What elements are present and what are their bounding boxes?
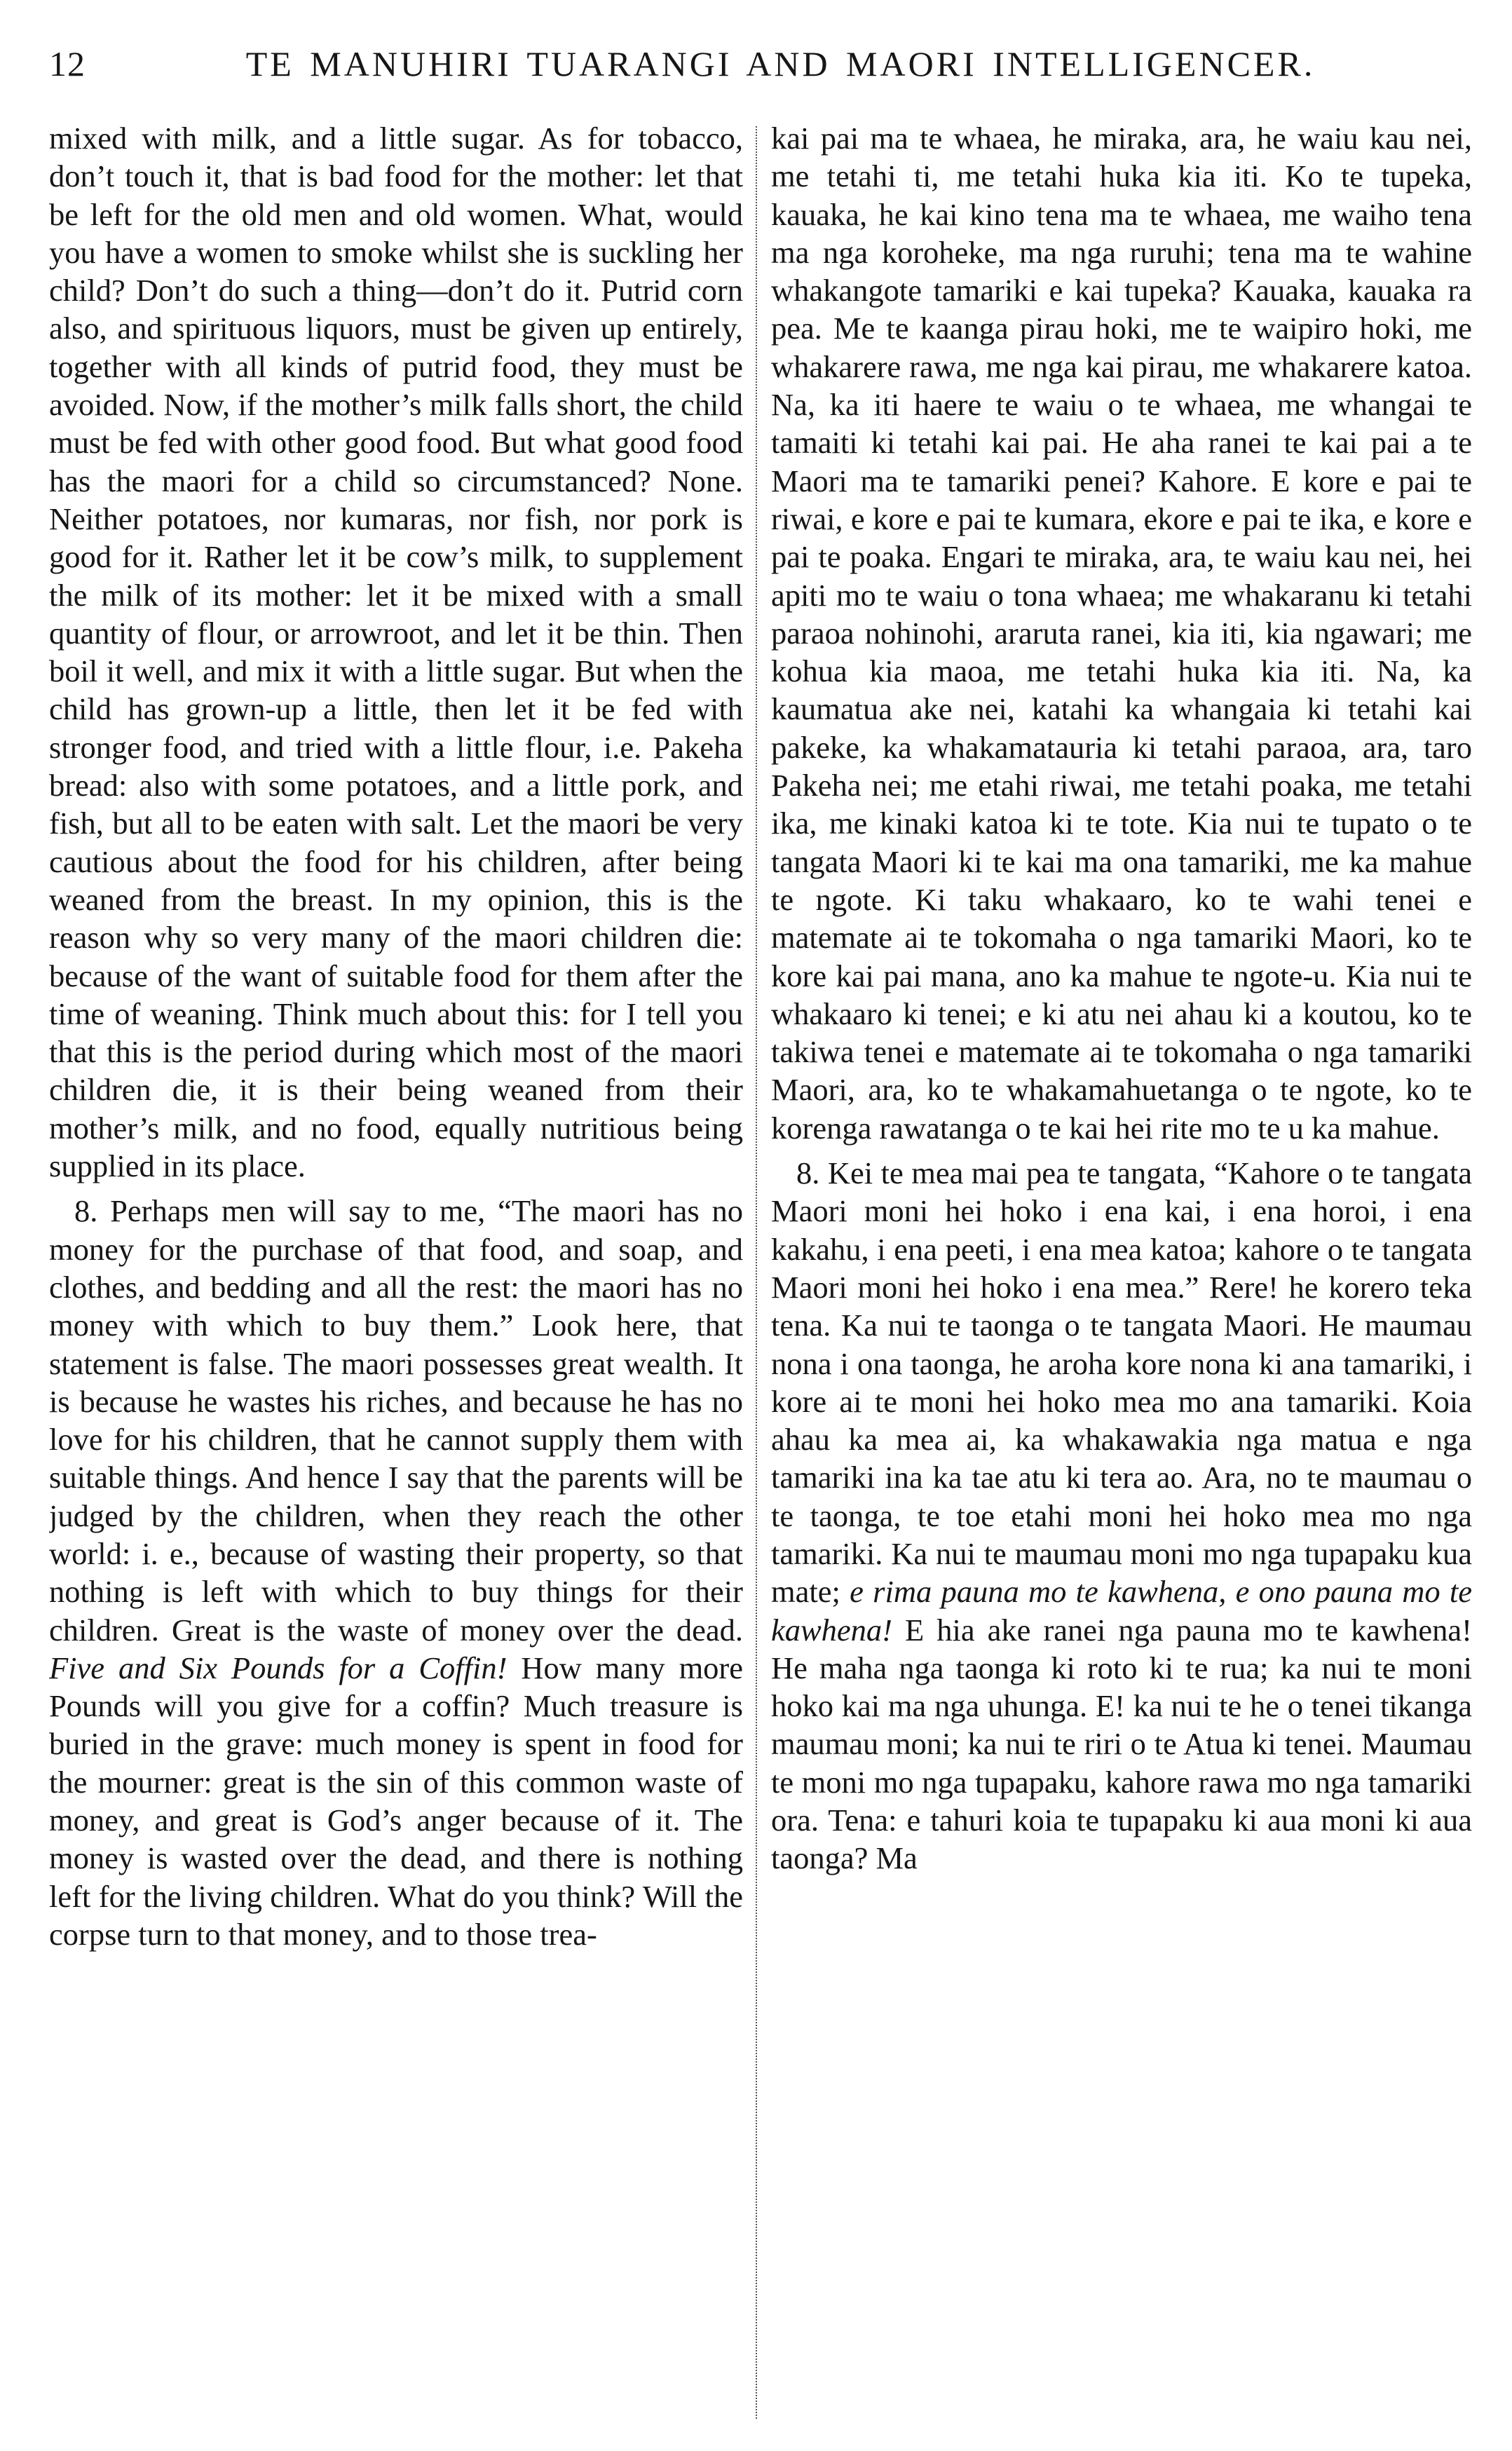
maori-column <box>771 119 1472 2433</box>
maori-italic-coffin-price: e rima pauna mo te kawhena, e ono pauna mo te kawhena! <box>771 1574 1472 1648</box>
english-italic-coffin-price: Five and Six Pounds for a Coffin! <box>49 1650 508 1685</box>
english-column <box>49 119 743 2433</box>
english-paragraph-2 <box>49 1192 743 1953</box>
english-paragraph-2-text-a: 8. Perhaps men will say to me, “The maori has no money for the purchase of that food, and soap, and clothes, and bedding and all the rest: the maori has no money with which to buy them.” Look here, that statement is false. The maori possesses great wealth. It is because he wastes his riches, and because he has no love for his children, that he cannot supply them with suitable things. And hence I say that the parents will be judged by the children, when they reach the other world: i. e., because of wasting their property, so that nothing is left with which to buy things for their children. Great is the waste of money over the dead. <box>49 1193 743 1648</box>
maori-paragraph-2 <box>771 1154 1472 1878</box>
page-header <box>49 43 1470 93</box>
english-paragraph-1: mixed with milk, and a little sugar. As for tobacco, don’t touch it, that is bad food for the mother: let that be left for the old men and old women. What, would you have a women to smoke whilst she is suckling her child? Don’t do such a thing—don’t do it. Putrid corn also, and spirituous liquors, must be given up entirely, together with all kinds of putrid food, they must be avoided. Now, if the mother’s milk falls short, the child must be fed with other good food. But what good food has the maori for a child so circumstanced? None. Neither potatoes, nor kumaras, nor fish, nor pork is good for it. Rather let it be cow’s milk, to supplement the milk of its mother: let it be mixed with a small quantity of flour, or arrowroot, and let it be thin. Then boil it well, and mix it with a little sugar. But when the child has grown-up a little, then let it be fed with stronger food, and tried with a little flour, i.e. Pakeha bread: also with some potatoes, and a little pork, and fish, but all to be eaten with salt. Let the maori be very cautious about the food for his children, after being weaned from the breast. In my opinion, this is the reason why so very many of the maori children die: because of the want of suitable food for them after the time of weaning. Think much about this: for I tell you that this is the period during which most of the maori children die, it is their being weaned from their mother’s milk, and no food, equally nutritious being supplied in its place. <box>49 121 743 1184</box>
column-divider <box>756 126 757 2419</box>
page-number: 12 <box>49 44 86 83</box>
maori-paragraph-1: kai pai ma te whaea, he miraka, ara, he waiu kau nei, me tetahi ti, me tetahi huka kia iti. Ko te tupeka, kauaka, he kai kino tena ma te whaea, me waiho tena ma nga koroheke, ma nga ruruhi; tena ma te wahine whakangote tamariki e kai tupeka? Kauaka, kauaka ra pea. Me te kaanga pirau hoki, me te waipiro hoki, me whakarere rawa, me nga kai pirau, me whakarere katoa. Na, ka iti haere te waiu o te whaea, me whangai te tamaiti ki tetahi kai pai. He aha ranei te kai pai a te Maori ma te tamariki penei? Kahore. E kore e pai te riwai, e kore e pai te kumara, ekore e pai te ika, e kore e pai te poaka. Engari te miraka, ara, te waiu kau nei, hei apiti mo te waiu o tona whaea; me whakaranu ki tetahi paraoa nohinohi, araruta ranei, kia iti, kia ngawari; me kohua kia maoa, me tetahi huka kia iti. Na, ka kaumatua ake nei, katahi ka whangaia ki tetahi kai pakeke, ka whakamatauria ki tetahi paraoa, ara, taro Pakeha nei; me etahi riwai, me tetahi poaka, me tetahi ika, me kinaki katoa ki te tote. Kia nui te tupato o te tangata Maori ki te kai ma ona tamariki, me ka mahue te ngote. Ki taku whakaaro, ko te wahi tenei e matemate ai te tokomaha o nga tamariki Maori, ko te kore kai pai mana, ano ka mahue te ngote-u. Kia nui te whakaaro ki tenei; e ki atu nei ahau ki a koutou, ko te takiwa tenei e matemate ai te tokomaha o nga tamariki Maori, ara, ko te whakamahuetanga o te ngote, ko te korenga rawatanga o te kai hei rite mo te u ka mahue. <box>771 121 1472 1146</box>
maori-paragraph-2-text-b: E hia ake ranei nga pauna mo te kawhena! He maha nga taonga ki roto ki te rua; ka nui te moni hoko kai ma nga uhunga. E! ka nui te he o tenei tikanga maumau moni; ka nui te riri o te Atua ki tenei. Maumau te moni mo nga tupapaku, kahore rawa mo nga tamariki ora. Tena: e tahuri koia te tupapaku ki aua moni ki aua taonga? Ma <box>771 1612 1472 1876</box>
maori-paragraph-2-text-a: 8. Kei te mea mai pea te tangata, “Kahore o te tangata Maori moni hei hoko i ena kai, i ena horoi, i ena kakahu, i ena peeti, i ena mea katoa; kahore o te tangata Maori moni hei hoko i ena mea.” Rere! he korero teka tena. Ka nui te taonga o te tangata Maori. He maumau nona i ona taonga, he aroha kore nona ki ana tamariki, i kore ai te moni hei hoko mea mo ana tamariki. Koia ahau ka mea ai, ka whakawakia nga matua e nga tamariki ina ka tae atu ki tera ao. Ara, no te maumau o te taonga, te toe etahi moni hei hoko mea mo nga tamariki. Ka nui te maumau moni mo nga tupapaku kua mate; <box>771 1155 1472 1610</box>
english-paragraph-2-text-b: How many more Pounds will you give for a coffin? Much treasure is buried in the grave: much money is spent in food for the mourner: great is the sin of this common waste of money, and great is God’s anger because of it. The money is wasted over the dead, and there is nothing left for the living children. What do you think? Will the corpse turn to that money, and to those trea- <box>49 1650 743 1952</box>
masthead-title: TE MANUHIRI TUARANGI AND MAORI INTELLIGENCER. <box>245 44 1316 83</box>
